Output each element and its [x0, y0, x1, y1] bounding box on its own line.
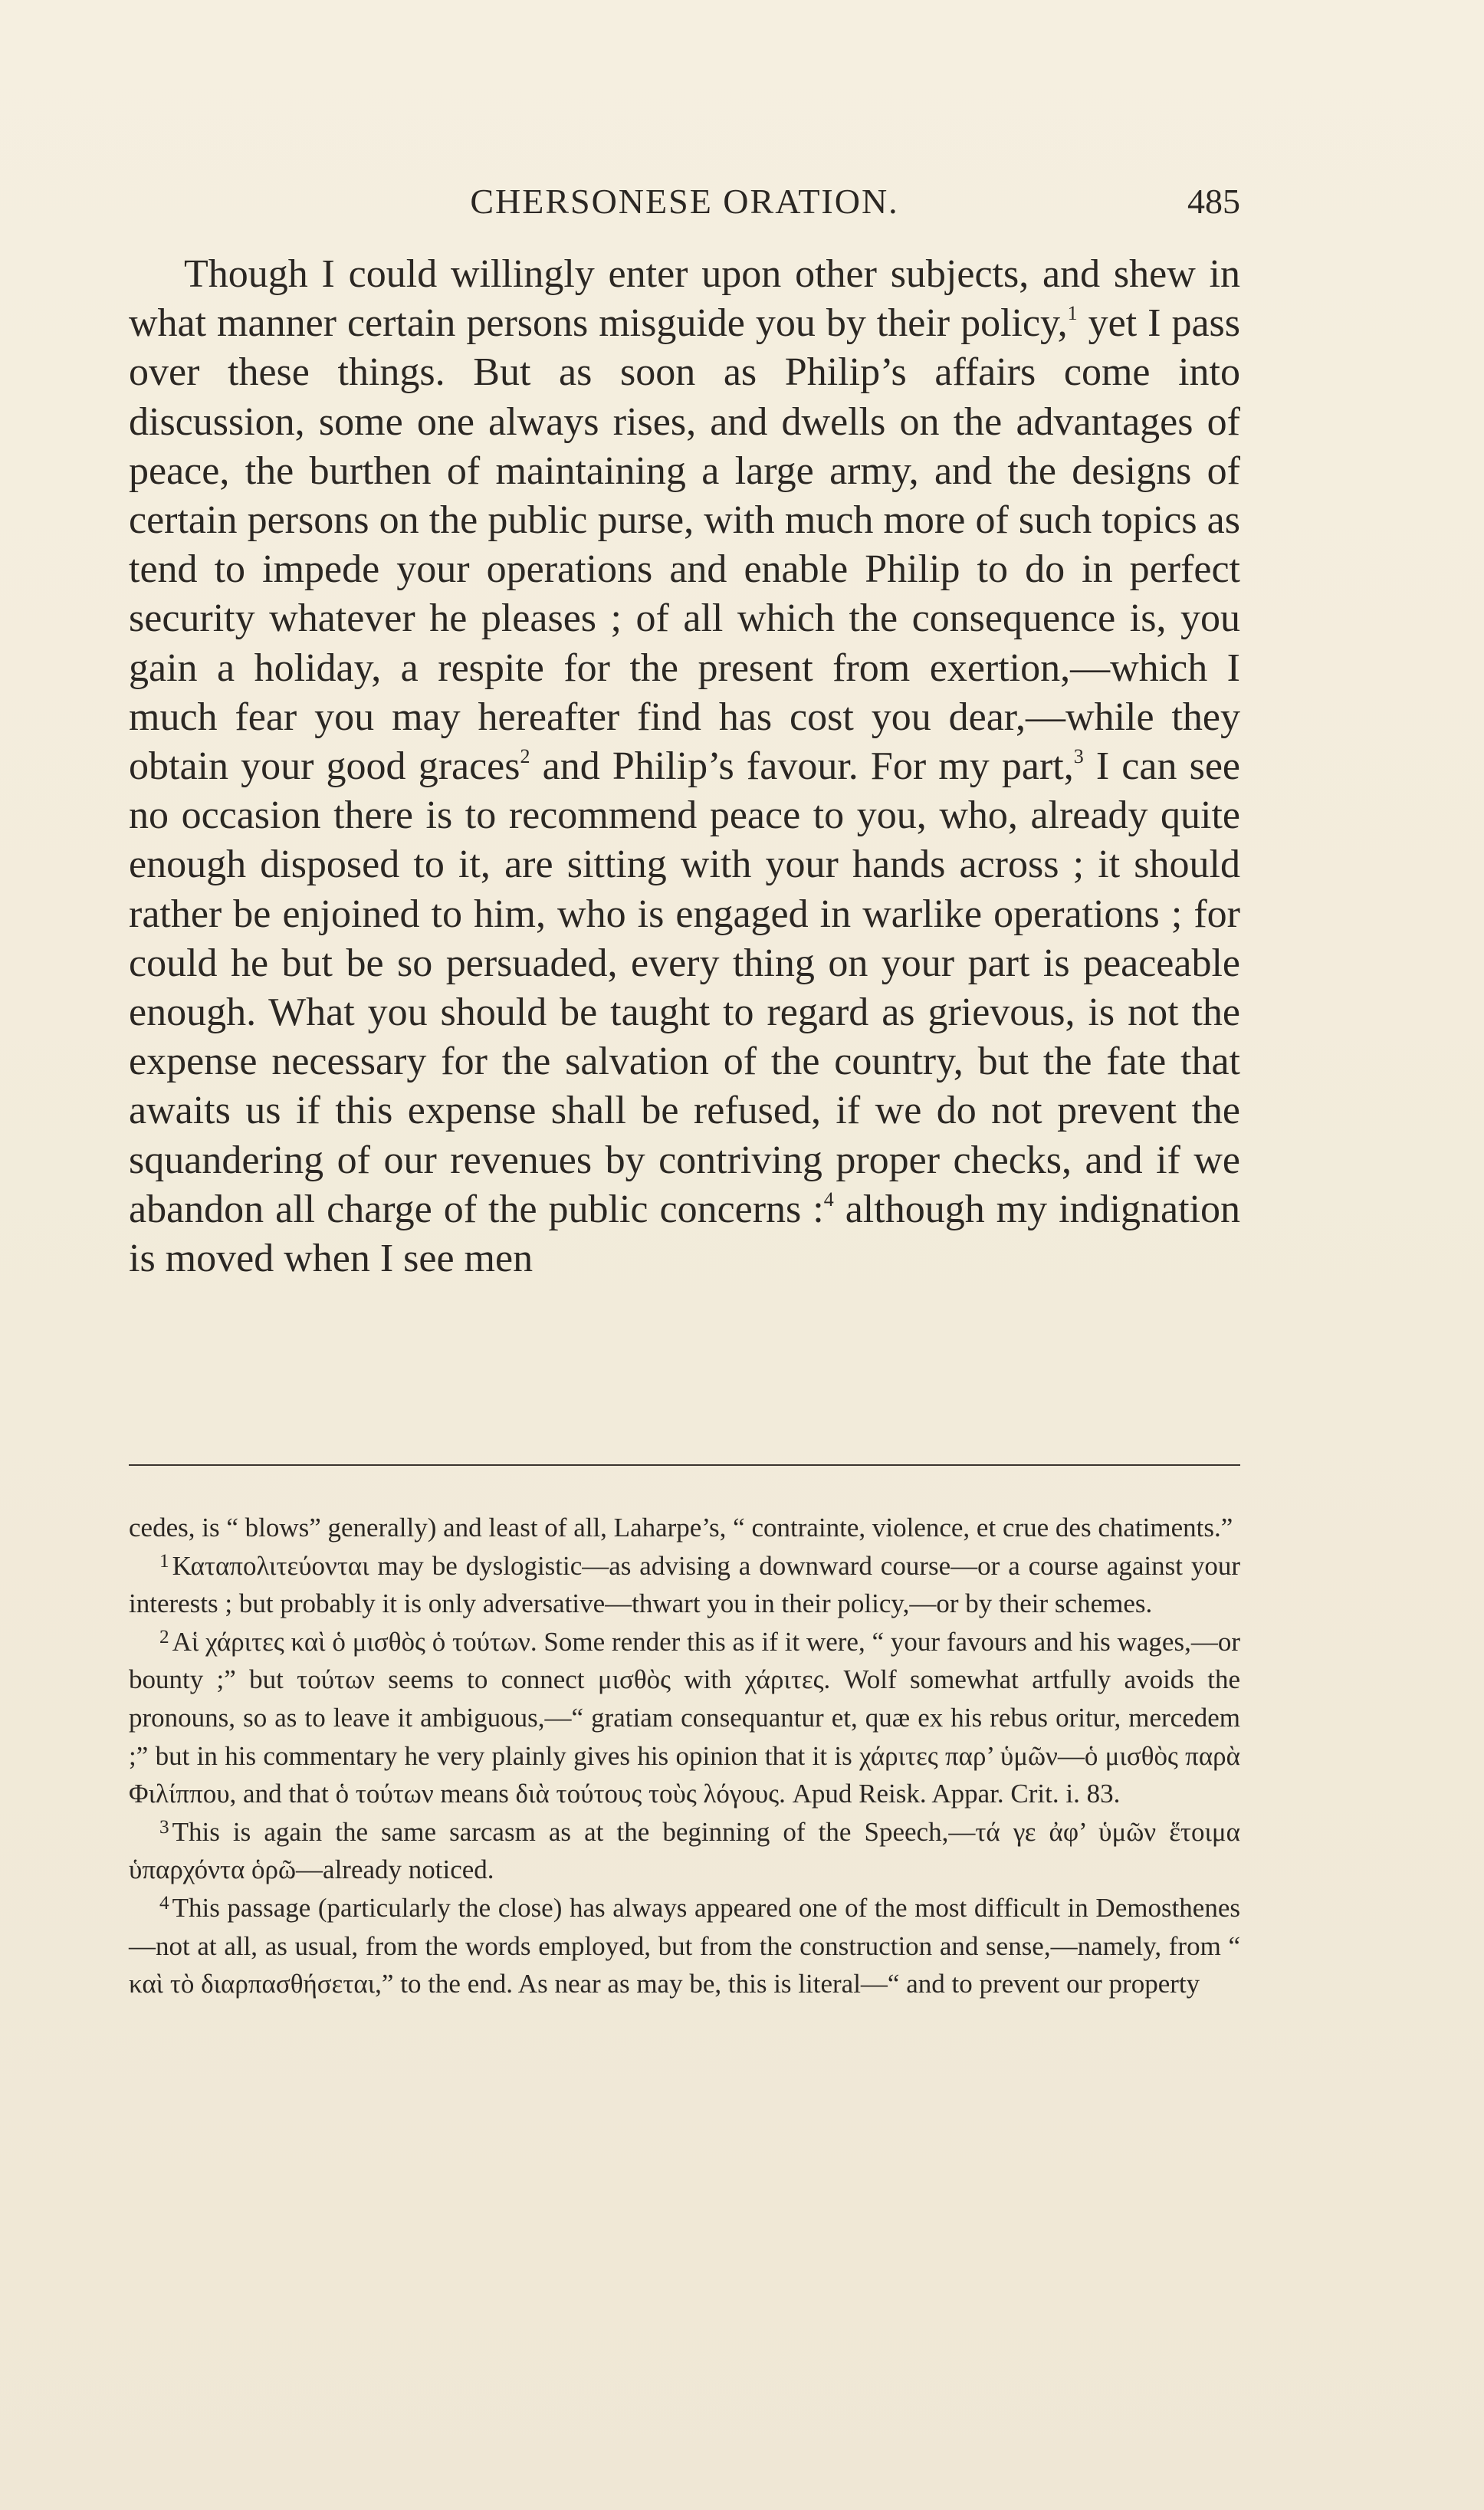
- footnote-ref-3: 3: [1073, 745, 1084, 768]
- footnote-3: [129, 1813, 1240, 1889]
- footnote-ref-2: 2: [520, 745, 530, 768]
- footnote-continued: cedes, is “ blows” generally) and least of all, Laharpe’s, “ contrainte, violence, et crue des chatiments.”: [129, 1513, 1233, 1542]
- main-text-segment: I can see no occasion there is to recommend peace to you, who, already quite enough disposed to it, are sitting with your hands across ; it should rather be enjoined to him, who is engaged in warlike operations ; for could he but be so persuaded, every thing on your part is peaceable enough. What you should be taught to regard as grievous, is not the expense necessary for the salvation of the country, but the fate that awaits us if this expense shall be refused, if we do not prevent the squandering of our revenues by contriving proper checks, and if we abandon all charge of the public concerns :: [129, 744, 1240, 1231]
- footnote-4: [129, 1889, 1240, 2003]
- main-text-segment: Though I could willingly enter upon other subjects, and shew in what manner certain persons misguide you by their policy,: [129, 252, 1240, 346]
- footnote-divider: [129, 1464, 1240, 1466]
- footnote-marker: 4: [159, 1892, 169, 1914]
- footnote-ref-1: 1: [1067, 302, 1078, 325]
- footnote-2: [129, 1623, 1240, 1813]
- main-text: [129, 250, 1240, 1283]
- footnote-text: Αἱ χάριτες καὶ ὁ μισθὸς ὁ τούτων. Some render this as if it were, “ your favours and his wages,—or bounty ;” but τούτων seems to connect μισθὸς with χάριτες. Wolf somewhat artfully avoids the pronouns, so as to leave it ambiguous,—“ gratiam consequantur et, quæ ex his rebus oritur, mercedem ;” but in his commentary he very plainly gives his opinion that it is χάριτες παρ’ ὑμῶν—ὁ μισθὸς παρὰ Φιλίππου, and that ὁ τούτων means διὰ τούτους τοὺς λόγους. Apud Reisk. Appar. Crit. i. 83.: [129, 1626, 1240, 1809]
- footnotes: [129, 1509, 1240, 2003]
- footnote-marker: 2: [159, 1626, 169, 1648]
- footnote-text: Καταπολιτεύονται may be dyslogistic—as advising a downward course—or a course against your interests ; but probably it is only adversative—thwart you in their policy,—or by their schemes.: [129, 1550, 1240, 1619]
- running-title: CHERSONESE ORATION.: [470, 182, 899, 221]
- footnote-marker: 1: [159, 1550, 169, 1572]
- main-text-segment: and Philip’s favour. For my part,: [530, 744, 1074, 789]
- main-text-segment: yet I pass over these things. But as soon as Philip’s affairs come into discussion, some one always rises, and dwells on the advantages of peace, the burthen of maintaining a large army, and the designs of certain persons on the public purse, with much more of such topics as tend to impede your operations and enable Philip to do in perfect security whatever he pleases ; of all which the consequence is, you gain a holiday, a respite for the present from exertion,—which I much fear you may hereafter find has cost you dear,—while they obtain your good graces: [129, 301, 1240, 789]
- footnote-text: This is again the same sarcasm as at the beginning of the Speech,—τά γε ἀφ’ ὑμῶν ἕτοιμα ὑπαρχόντα ὁρῶ—already noticed.: [129, 1816, 1240, 1885]
- footnote-text: This passage (particularly the close) has always appeared one of the most difficult in Demosthenes—not at all, as usual, from the words employed, but from the construction and sense,—namely, from “ καὶ τὸ διαρπασθήσεται,” to the end. As near as may be, this is literal—“ and to prevent our property: [129, 1892, 1240, 1999]
- running-head: [129, 175, 1240, 228]
- main-text-segment: although my indignation is moved when I see men: [129, 1187, 1240, 1281]
- footnote-ref-4: 4: [823, 1188, 834, 1211]
- footnote-marker: 3: [159, 1816, 169, 1838]
- page-number: 485: [1187, 182, 1240, 221]
- footnote-1: [129, 1547, 1240, 1623]
